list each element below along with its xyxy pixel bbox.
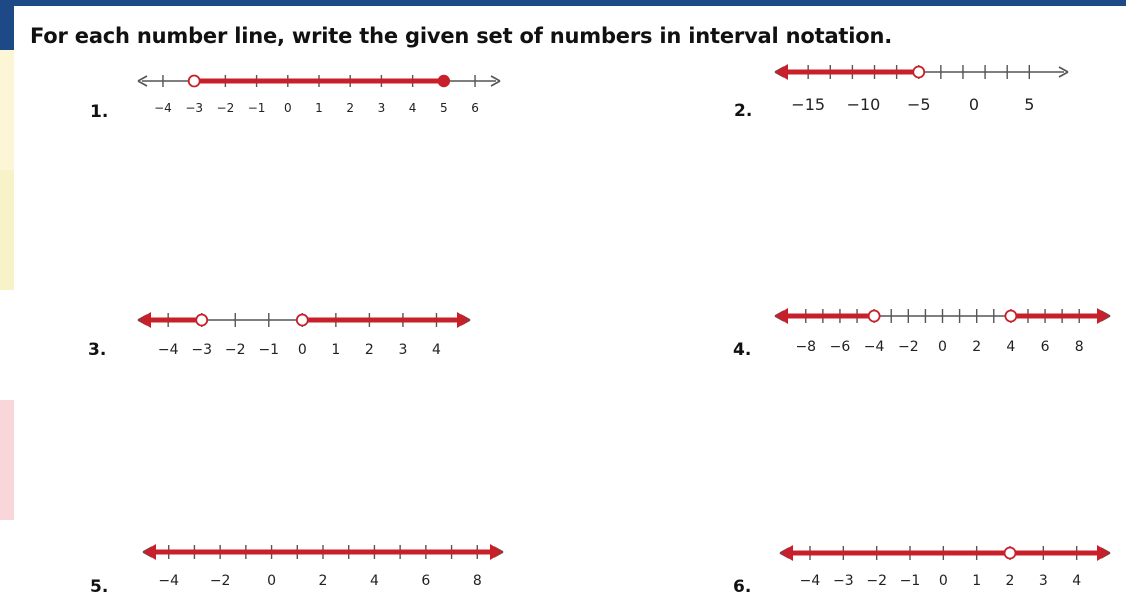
tick-label: 6 bbox=[471, 101, 479, 115]
tick-label: 0 bbox=[283, 101, 292, 115]
tick-label: 0 bbox=[938, 573, 948, 589]
tick-label: 5 bbox=[1024, 95, 1035, 114]
tick-label: 6 bbox=[421, 573, 431, 589]
tick-label: −1 bbox=[258, 342, 280, 358]
tick-label: −5 bbox=[906, 95, 931, 114]
tick-label: 0 bbox=[297, 342, 307, 358]
tick-label: −4 bbox=[157, 342, 179, 358]
problem-number-3: 3. bbox=[88, 340, 107, 360]
tick-label: −3 bbox=[185, 101, 204, 115]
tick-label: 2 bbox=[1005, 573, 1015, 589]
instruction-text: For each number line, write the given set of numbers in interval notation. bbox=[30, 24, 893, 48]
tick-label: −4 bbox=[799, 573, 821, 589]
tick-label: −8 bbox=[795, 339, 817, 355]
tick-label: 2 bbox=[346, 101, 355, 115]
tick-label: 3 bbox=[1038, 573, 1048, 589]
tick-label: 0 bbox=[267, 573, 277, 589]
tick-label: 0 bbox=[938, 339, 947, 355]
tick-label: 2 bbox=[364, 342, 374, 358]
open-point bbox=[1005, 548, 1016, 559]
tick-label: −3 bbox=[191, 342, 213, 358]
tick-label: 1 bbox=[315, 101, 323, 115]
tick-label: −2 bbox=[866, 573, 887, 589]
tick-label: 4 bbox=[369, 573, 379, 589]
problem-number-6: 6. bbox=[733, 577, 752, 597]
tick-label: 1 bbox=[331, 342, 341, 358]
tick-label: 3 bbox=[398, 342, 408, 358]
problem-number-4: 4. bbox=[733, 340, 752, 360]
tick-label: 4 bbox=[1072, 573, 1082, 589]
tick-label: 6 bbox=[1040, 339, 1050, 355]
tick-label: 0 bbox=[968, 95, 980, 114]
tick-label: −15 bbox=[791, 95, 826, 114]
tick-label: 8 bbox=[1074, 339, 1084, 355]
tick-label: −2 bbox=[897, 339, 919, 355]
tick-label: −2 bbox=[209, 573, 231, 589]
tick-label: −1 bbox=[247, 101, 266, 115]
tick-label: 5 bbox=[440, 101, 448, 115]
tick-label: −1 bbox=[899, 573, 921, 589]
tick-label: −10 bbox=[846, 95, 881, 114]
tick-label: −3 bbox=[833, 573, 854, 589]
shaded-arrow-right bbox=[1097, 545, 1110, 561]
tick-label: −2 bbox=[224, 342, 246, 358]
tick-label: −4 bbox=[863, 339, 885, 355]
problem-number-2: 2. bbox=[734, 101, 753, 121]
tick-label: 8 bbox=[472, 573, 482, 589]
shaded-arrow-left bbox=[780, 545, 793, 561]
problem-number-1: 1. bbox=[90, 102, 109, 122]
tick-label: 4 bbox=[432, 342, 441, 358]
tick-label: 1 bbox=[972, 573, 982, 589]
tick-label: 3 bbox=[377, 101, 386, 115]
tick-label: 4 bbox=[408, 101, 417, 115]
tick-label: −4 bbox=[154, 101, 172, 115]
tick-label: 4 bbox=[1006, 339, 1016, 355]
tick-label: 2 bbox=[972, 339, 982, 355]
tick-label: 2 bbox=[318, 573, 328, 589]
tick-label: −6 bbox=[829, 339, 851, 355]
problem-number-5: 5. bbox=[90, 577, 109, 597]
tick-label: −2 bbox=[216, 101, 235, 115]
tick-label: −4 bbox=[158, 573, 180, 589]
